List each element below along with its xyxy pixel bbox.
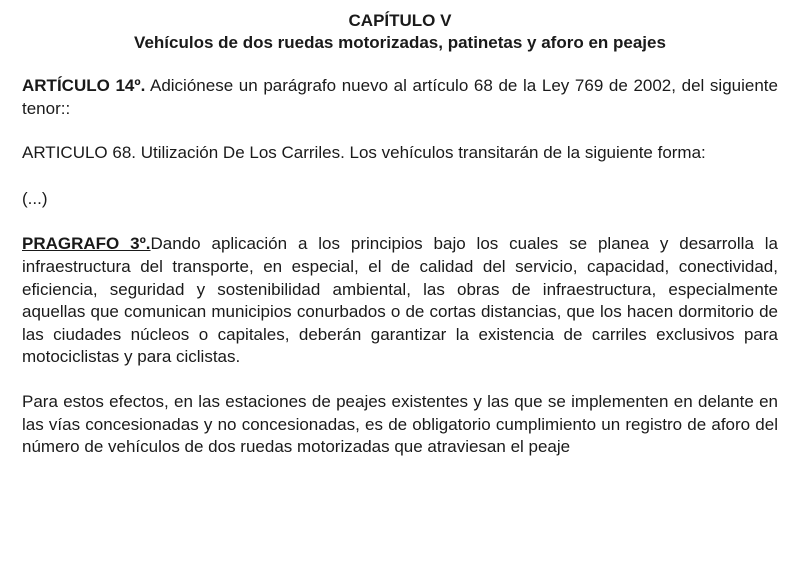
- article-14-text: Adiciónese un parágrafo nuevo al artículo 68 de la Ley 769 de 2002, del siguiente tenor::: [22, 76, 778, 118]
- article-14-label: ARTÍCULO 14º.: [22, 76, 146, 95]
- article-14-paragraph: [22, 75, 778, 120]
- paragrafo-3-paragraph: [22, 233, 778, 369]
- chapter-title: CAPÍTULO V: [348, 11, 452, 30]
- article-68-paragraph: ARTICULO 68. Utilización De Los Carriles. Los vehículos transitarán de la siguiente forma:: [22, 143, 706, 163]
- ellipsis-paragraph: (...): [22, 188, 48, 208]
- paragrafo-3-label: PRAGRAFO 3º.: [22, 234, 151, 254]
- chapter-subtitle: Vehículos de dos ruedas motorizadas, patinetas y aforo en peajes: [134, 33, 666, 52]
- efectos-paragraph: Para estos efectos, en las estaciones de peajes existentes y las que se implementen en delante en las vías concesionadas y no concesionadas, es de obligatorio cumplimiento un registro de aforo del número de vehículos de dos ruedas motorizadas que atraviesan el peaje: [22, 391, 778, 457]
- chapter-heading: [22, 10, 778, 54]
- paragrafo-3-text: Dando aplicación a los principios bajo los cuales se planea y desarrolla la infraestructura del transporte, en especial, el de calidad del servicio, capacidad, conectividad, eficiencia, seguridad y sostenibilidad ambiental, las obras de infraestructura, especialmente aquellas que comunican municipios conurbados o de cortas distancias, que los hacen dormitorio de las ciudades núcleos o capitales, deberán garantizar la existencia de carriles exclusivos para motociclistas y para ciclistas.: [22, 234, 778, 367]
